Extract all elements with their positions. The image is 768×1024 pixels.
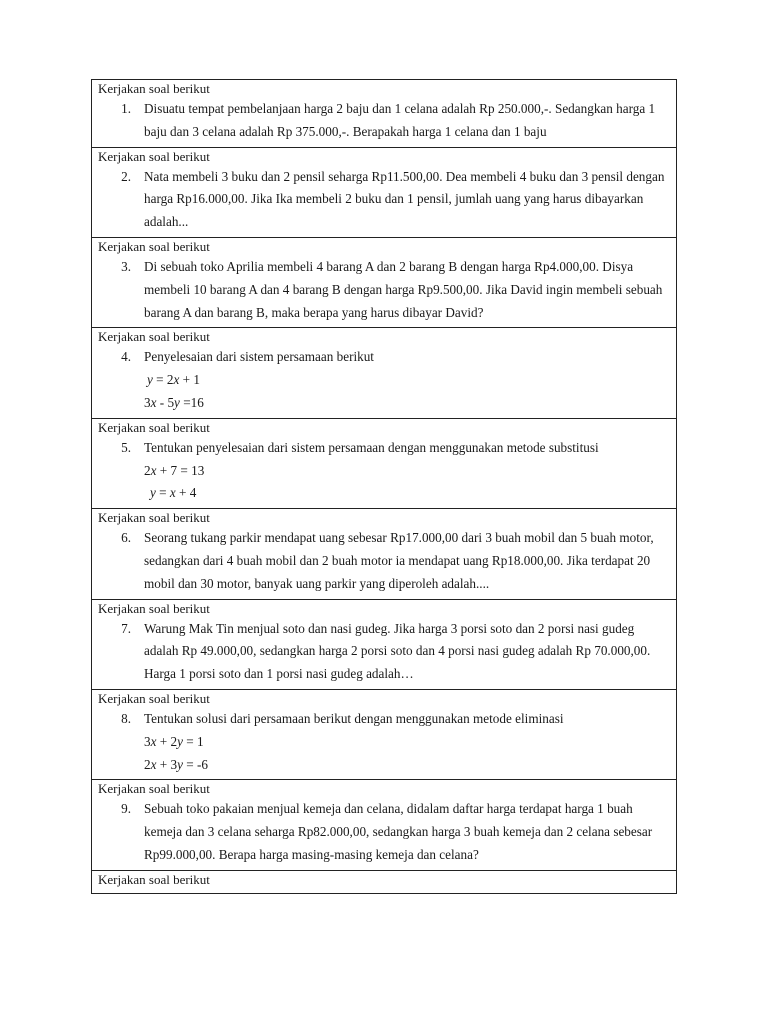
equation: y = x + 4 <box>150 485 197 501</box>
question-item <box>98 798 670 866</box>
question-item <box>98 166 670 234</box>
question-number: 6. <box>121 530 131 546</box>
equation: 2x + 3y = -6 <box>144 756 208 772</box>
question-text: Di sebuah toko Aprilia membeli 4 barang A dan 2 barang B dengan harga Rp4.000,00. Disya membeli 10 barang A dan 4 barang B dengan harga Rp9.500,00. Jika David ingin membeli sebuah barang A dan barang B, maka berapa yang harus dibayar David? <box>144 258 663 320</box>
question-item <box>98 256 670 324</box>
question-number: 4. <box>121 349 131 365</box>
question-cell-5 <box>92 419 676 509</box>
cell-header: Kerjakan soal berikut <box>98 510 210 526</box>
cell-header: Kerjakan soal berikut <box>98 419 210 435</box>
cell-header: Kerjakan soal berikut <box>98 781 210 797</box>
question-cell-8 <box>92 690 676 780</box>
question-number: 1. <box>121 101 131 116</box>
question-cell-6 <box>92 509 676 599</box>
question-number: 3. <box>121 258 131 274</box>
question-item <box>98 437 670 505</box>
question-text: Nata membeli 3 buku dan 2 pensil seharga Rp11.500,00. Dea membeli 4 buku dan 3 pensil dengan harga Rp16.000,00. Jika Ika membeli 2 buku dan 1 pensil, jumlah uang yang harus dibayarkan adalah... <box>144 168 665 230</box>
cell-header: Kerjakan soal berikut <box>98 600 210 616</box>
equation: y = 2x + 1 <box>147 372 200 388</box>
cell-header: Kerjakan soal berikut <box>98 148 210 164</box>
question-text: Warung Mak Tin menjual soto dan nasi gudeg. Jika harga 3 porsi soto dan 2 porsi nasi gudeg adalah Rp 49.000,00, sedangkan harga 2 porsi soto dan 4 porsi nasi gudeg adalah Rp 70.000,00. Harga 1 porsi soto dan 1 porsi nasi gudeg adalah… <box>144 620 651 682</box>
equation: 3x - 5y =16 <box>144 394 204 410</box>
question-cell-2 <box>92 148 676 238</box>
exercise-table <box>91 79 677 894</box>
question-item <box>98 708 670 776</box>
question-text: Sebuah toko pakaian menjual kemeja dan celana, didalam daftar harga terdapat harga 1 buah kemeja dan 3 celana seharga Rp82.000,00, sedangkan harga 3 buah kemeja dan 2 celana sebesar Rp99.000,00. Berapa harga masing-masing kemeja dan celana? <box>144 801 653 862</box>
question-number: 9. <box>121 801 131 817</box>
question-number: 8. <box>121 710 131 726</box>
question-cell-4 <box>92 328 676 418</box>
question-text: Seorang tukang parkir mendapat uang sebesar Rp17.000,00 dari 3 buah mobil dan 5 buah motor, sedangkan dari 4 buah mobil dan 2 buah motor ia mendapat uang Rp18.000,00. Jika terdapat 20 mobil dan 30 motor, banyak uang parkir yang diperoleh adalah.... <box>144 530 654 591</box>
question-item <box>98 98 670 144</box>
question-number: 2. <box>121 168 131 184</box>
question-cell-7 <box>92 600 676 690</box>
question-cell-9 <box>92 780 676 870</box>
question-number: 7. <box>121 620 131 636</box>
equation: 3x + 2y = 1 <box>144 733 204 749</box>
equation: 2x + 7 = 13 <box>144 462 205 478</box>
question-text: Tentukan penyelesaian dari sistem persamaan dengan menggunakan metode substitusi <box>144 439 599 455</box>
question-text: Tentukan solusi dari persamaan berikut dengan menggunakan metode eliminasi <box>144 710 564 726</box>
question-cell-10 <box>92 871 676 894</box>
cell-header: Kerjakan soal berikut <box>98 871 210 887</box>
question-item <box>98 527 670 595</box>
question-item <box>98 618 670 686</box>
question-item <box>98 346 670 414</box>
cell-header: Kerjakan soal berikut <box>98 329 210 345</box>
question-number: 5. <box>121 439 131 455</box>
question-text: Penyelesaian dari sistem persamaan berikut <box>144 349 374 365</box>
question-text: Disuatu tempat pembelanjaan harga 2 baju dan 1 celana adalah Rp 250.000,-. Sedangkan harga 1 baju dan 3 celana adalah Rp 375.000,-. Berapakah harga 1 celana dan 1 baju <box>144 101 656 139</box>
cell-header: Kerjakan soal berikut <box>98 690 210 706</box>
question-cell-1 <box>92 80 676 148</box>
cell-header: Kerjakan soal berikut <box>98 81 210 96</box>
cell-header: Kerjakan soal berikut <box>98 238 210 254</box>
question-cell-3 <box>92 238 676 328</box>
